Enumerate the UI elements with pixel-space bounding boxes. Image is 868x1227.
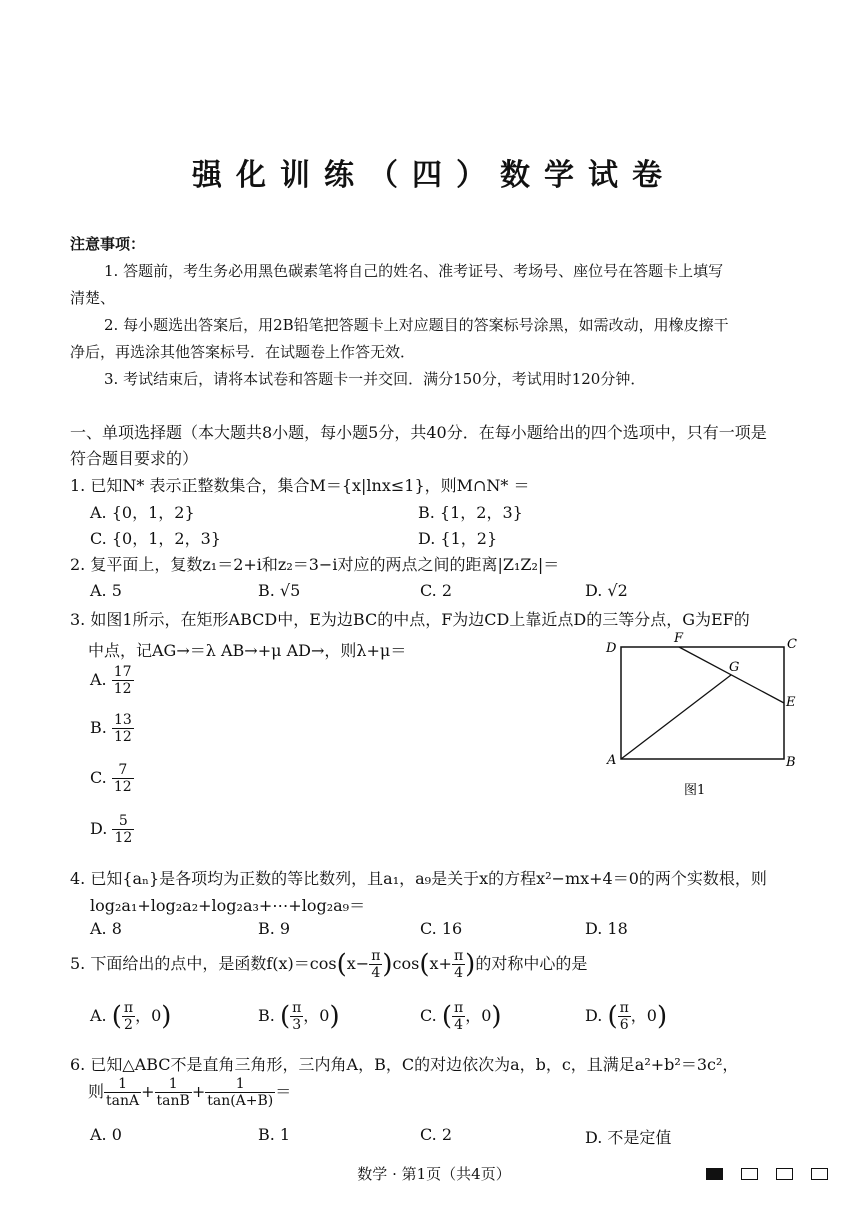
q6-expression: 则 $\frac{1}{\tan A}$ + $\frac{1}{\tan B}$ + $\frac{1}{\tan(A+B)}$ ＝ xyxy=(88,1076,292,1109)
q2-option-d: D. √2 xyxy=(585,581,628,600)
q4-stem: 4. 已知{aₙ}是各项均为正数的等比数列，且a₁，a₉是关于x的方程x²−mx+4＝0的两个实数根，则 xyxy=(70,869,767,888)
q5-stem-pre: 5. 下面给出的点中，是函数f(x)＝cos xyxy=(70,954,337,973)
notice-item-2-cont: 净后，再选涂其他答案标号．在试题卷上作答无效． xyxy=(70,343,416,361)
q3-option-a xyxy=(90,664,134,697)
section-heading-cont: 符合题目要求的） xyxy=(70,449,199,468)
label-c: C xyxy=(787,637,797,652)
q1-option-b: B. {1，2，3} xyxy=(418,503,523,522)
q1-option-a: A. {0，1，2} xyxy=(90,503,195,522)
q5-option-a: A. ( $\frac{\pi}{2}$ ，0) xyxy=(90,1000,172,1033)
q2-option-c: C. 2 xyxy=(420,581,453,600)
q1-stem: 1. 已知N* 表示正整数集合，集合M＝{x|lnx≤1}，则M∩N* ＝ xyxy=(70,476,530,495)
q5-stem: 5. 下面给出的点中，是函数f(x)＝cos(x− $\frac{\pi}{4}$ )cos(x+ $\frac{\pi}{4}$ )的对称中心的是 xyxy=(70,948,588,981)
q4-option-c: C. 16 xyxy=(420,919,463,938)
q3-option-d-fraction: $\frac{5}{12}$ xyxy=(114,813,133,846)
q6-option-c: C. 2 xyxy=(420,1125,453,1144)
q1-option-d: D. {1，2} xyxy=(418,529,498,548)
section-heading: 一、单项选择题（本大题共8小题，每小题5分，共40分．在每小题给出的四个选项中，只有一项是 xyxy=(70,423,767,442)
marker-square xyxy=(741,1168,758,1180)
q3-stem-cont: 中点，记AG→＝λ AB→+μ AD→，则λ+μ＝ xyxy=(88,641,407,660)
marker-square xyxy=(776,1168,793,1180)
notice-item-1-cont: 清楚、 xyxy=(70,289,116,307)
q3-option-c xyxy=(90,762,134,795)
q1-option-c: C. {0，1，2，3} xyxy=(90,529,221,548)
q5-option-b: B. ( $\frac{\pi}{3}$ ，0) xyxy=(258,1000,340,1033)
q6-option-a: A. 0 xyxy=(90,1125,122,1144)
figure-caption: 图1 xyxy=(684,783,706,798)
notice-heading: 注意事项： xyxy=(70,235,146,253)
q3-option-c-label: C. xyxy=(90,768,107,787)
segment-ag xyxy=(621,675,731,759)
q4-option-b: B. 9 xyxy=(258,919,291,938)
q4-option-a: A. 8 xyxy=(90,919,122,938)
label-d: D xyxy=(606,641,617,656)
marker-square xyxy=(811,1168,828,1180)
q3-option-c-fraction: $\frac{7}{12}$ xyxy=(113,762,132,795)
notice-item-2: 2. 每小题选出答案后，用2B铅笔把答题卡上对应题目的答案标号涂黑，如需改动，用橡皮擦干 xyxy=(104,316,729,334)
q5-option-c: C. ( $\frac{\pi}{4}$ ，0) xyxy=(420,1000,502,1033)
q3-option-b-fraction: $\frac{13}{12}$ xyxy=(113,712,132,745)
q3-option-a-fraction: $\frac{17}{12}$ xyxy=(113,664,132,697)
notice-item-3: 3. 考试结束后，请将本试卷和答题卡一并交回．满分150分，考试用时120分钟． xyxy=(104,370,646,388)
page-title: 强化训练（四）数学试卷 xyxy=(192,158,676,193)
marker-square-filled xyxy=(706,1168,723,1180)
q3-option-d-label: D. xyxy=(90,819,108,838)
q5-stem-post: 的对称中心的是 xyxy=(475,954,588,973)
page-marker-squares xyxy=(688,1163,828,1182)
q6-option-b: B. 1 xyxy=(258,1125,291,1144)
segment-fe xyxy=(679,647,784,703)
q3-option-d xyxy=(90,813,134,846)
q3-option-b xyxy=(90,712,134,745)
page-footer: 数学 · 第1页（共4页） xyxy=(357,1165,511,1183)
q4-option-d: D. 18 xyxy=(585,919,628,938)
q2-option-b: B. √5 xyxy=(258,581,301,600)
label-e: E xyxy=(786,695,796,710)
q3-stem: 3. 如图1所示，在矩形ABCD中，E为边BC的中点，F为边CD上靠近点D的三等分点，G为EF的 xyxy=(70,610,750,629)
label-g: G xyxy=(729,660,740,675)
q5-option-d: D. ( $\frac{\pi}{6}$ ，0) xyxy=(585,1000,668,1033)
notice-item-1: 1. 答题前，考生务必用黑色碳素笔将自己的姓名、准考证号、考场号、座位号在答题卡上填写 xyxy=(104,262,724,280)
rectangle-abcd xyxy=(621,647,784,759)
q3-option-b-label: B. xyxy=(90,718,107,737)
label-b: B xyxy=(786,755,796,770)
q2-stem: 2. 复平面上，复数z₁＝2+i和z₂＝3−i对应的两点之间的距离|Z₁Z₂|＝ xyxy=(70,555,560,574)
figure-1-rectangle-diagram xyxy=(600,628,805,803)
label-a: A xyxy=(607,753,617,768)
q4-stem-cont: log₂a₁+log₂a₂+log₂a₃+⋯+log₂a₉＝ xyxy=(90,896,366,915)
q6-stem: 6. 已知△ABC不是直角三角形，三内角A，B，C的对边依次为a，b，c，且满足a²+b²＝3c²， xyxy=(70,1055,739,1074)
label-f: F xyxy=(674,631,684,646)
q3-option-a-label: A. xyxy=(90,670,107,689)
q2-option-a: A. 5 xyxy=(90,581,122,600)
q6-option-d: D. 不是定值 xyxy=(585,1128,672,1147)
